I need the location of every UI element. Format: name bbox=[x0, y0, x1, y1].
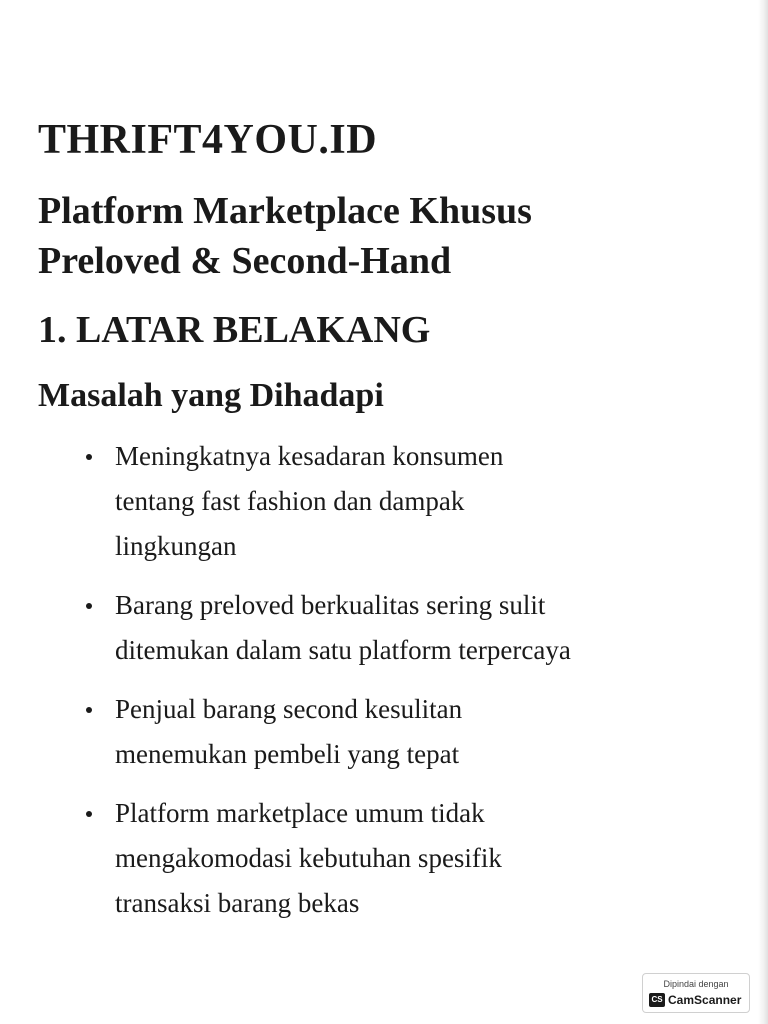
subtitle-line-2: Preloved & Second-Hand bbox=[38, 240, 452, 282]
bullet-icon bbox=[86, 454, 92, 460]
list-item bbox=[82, 687, 732, 777]
sub-heading: Masalah yang Dihadapi bbox=[38, 377, 384, 414]
problem-list bbox=[82, 434, 732, 940]
list-item bbox=[82, 791, 732, 926]
list-item-line: menemukan pembeli yang tepat bbox=[115, 739, 460, 769]
page-edge-shadow bbox=[758, 0, 768, 1024]
bullet-icon bbox=[86, 603, 92, 609]
list-item-line: Penjual barang second kesulitan bbox=[115, 694, 463, 724]
list-item-line: ditemukan dalam satu platform terpercaya bbox=[115, 635, 571, 665]
document-subtitle bbox=[38, 186, 738, 286]
watermark-app-name: CamScanner bbox=[668, 993, 742, 1007]
watermark-caption: Dipindai dengan bbox=[663, 979, 729, 989]
list-item-line: mengakomodasi kebutuhan spesifik bbox=[115, 843, 502, 873]
list-item-line: transaksi barang bekas bbox=[115, 888, 360, 918]
camscanner-logo-icon: CS bbox=[649, 993, 665, 1007]
section-heading: 1. LATAR BELAKANG bbox=[38, 309, 431, 351]
camscanner-watermark bbox=[642, 973, 750, 1013]
bullet-icon bbox=[86, 811, 92, 817]
brand-title: THRIFT4YOU.ID bbox=[38, 117, 378, 163]
list-item-line: Platform marketplace umum tidak bbox=[115, 798, 485, 828]
list-item-line: Barang preloved berkualitas sering sulit bbox=[115, 590, 546, 620]
list-item-line: tentang fast fashion dan dampak bbox=[115, 486, 465, 516]
bullet-icon bbox=[86, 707, 92, 713]
subtitle-line-1: Platform Marketplace Khusus bbox=[38, 190, 532, 232]
list-item bbox=[82, 434, 732, 569]
list-item-line: Meningkatnya kesadaran konsumen bbox=[115, 441, 504, 471]
list-item-line: lingkungan bbox=[115, 531, 237, 561]
list-item bbox=[82, 583, 732, 673]
